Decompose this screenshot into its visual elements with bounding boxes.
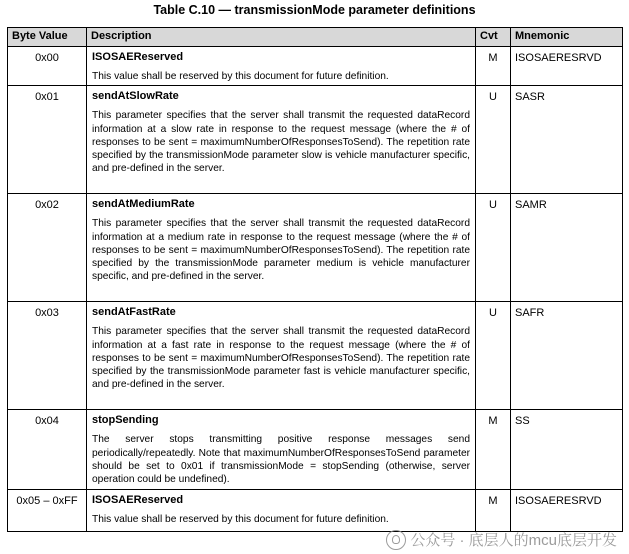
description-cell xyxy=(87,302,476,410)
mnemonic-cell: ISOSAERESRVD xyxy=(511,47,623,86)
table-row xyxy=(8,47,623,86)
parameter-description: This parameter specifies that the server shall transmit the requested dataRecord information at a fast rate in response to the request message (where the # of responses to be sent = maximumNumberOfResponsesToSend). The repetition rate specified by the transmissionMode parameter fast is vehicle manufacturer specific, and pre-defined in the server. xyxy=(92,326,470,391)
cvt-cell: U xyxy=(476,86,511,194)
table-header-row xyxy=(8,28,623,47)
description-cell xyxy=(87,86,476,194)
table-row xyxy=(8,410,623,490)
header-cvt: Cvt xyxy=(476,28,511,47)
parameter-name: sendAtSlowRate xyxy=(92,90,179,103)
table-row xyxy=(8,490,623,532)
parameter-name: sendAtMediumRate xyxy=(92,198,195,211)
byte-value-cell: 0x01 xyxy=(8,86,87,194)
table-caption: Table C.10 — transmissionMode parameter definitions xyxy=(153,3,476,17)
table-row xyxy=(8,194,623,302)
table-row xyxy=(8,302,623,410)
cvt-cell: M xyxy=(476,490,511,532)
parameter-name: ISOSAEReserved xyxy=(92,494,184,507)
mnemonic-cell: ISOSAERESRVD xyxy=(511,490,623,532)
parameter-description: This parameter specifies that the server shall transmit the requested dataRecord information at a medium rate in response to the request message (where the # of responses to be sent = maximumNumberOfResponsesToSend). The repetition rate specified by the transmissionMode parameter medium is vehicle manufacturer specific, and pre-defined in the server. xyxy=(92,218,470,283)
header-mnemonic: Mnemonic xyxy=(511,28,623,47)
parameter-description: This value shall be reserved by this document for future definition. xyxy=(92,514,389,526)
header-byte-value: Byte Value xyxy=(8,28,87,47)
byte-value-cell: 0x02 xyxy=(8,194,87,302)
byte-value-cell: 0x03 xyxy=(8,302,87,410)
parameter-name: sendAtFastRate xyxy=(92,306,176,319)
cvt-cell: U xyxy=(476,302,511,410)
mnemonic-cell: SAMR xyxy=(511,194,623,302)
parameter-description: The server stops transmitting positive response messages send periodically/repeatedly. Note that maximumNumberOfResponsesToSend parameter should be set to 0x01 if transmissionMode = stopSending (otherwise, server operation could be undefined). xyxy=(92,434,470,486)
cvt-cell: M xyxy=(476,47,511,86)
watermark xyxy=(386,529,617,550)
wechat-official-account-icon xyxy=(386,530,406,550)
byte-value-cell: 0x00 xyxy=(8,47,87,86)
mnemonic-cell: SASR xyxy=(511,86,623,194)
description-cell xyxy=(87,47,476,86)
transmission-mode-table xyxy=(7,27,623,532)
parameter-description: This value shall be reserved by this document for future definition. xyxy=(92,71,389,82)
description-cell xyxy=(87,194,476,302)
byte-value-cell: 0x04 xyxy=(8,410,87,490)
mnemonic-cell: SAFR xyxy=(511,302,623,410)
description-cell xyxy=(87,490,476,532)
parameter-name: stopSending xyxy=(92,414,159,427)
header-description: Description xyxy=(87,28,476,47)
byte-value-cell: 0x05 – 0xFF xyxy=(8,490,87,532)
parameter-name: ISOSAEReserved xyxy=(92,51,184,63)
cvt-cell: M xyxy=(476,410,511,490)
description-cell xyxy=(87,410,476,490)
watermark-text: 公众号 · 底层人的mcu底层开发 xyxy=(410,532,617,549)
mnemonic-cell: SS xyxy=(511,410,623,490)
table-row xyxy=(8,86,623,194)
cvt-cell: U xyxy=(476,194,511,302)
parameter-description: This parameter specifies that the server shall transmit the requested dataRecord information at a slow rate in response to the request message (where the # of responses to be sent = maximumNumberOfResponsesToSend). The repetition rate specified by the transmissionMode parameter slow is vehicle manufacturer specific, and pre-defined in the server. xyxy=(92,110,470,175)
